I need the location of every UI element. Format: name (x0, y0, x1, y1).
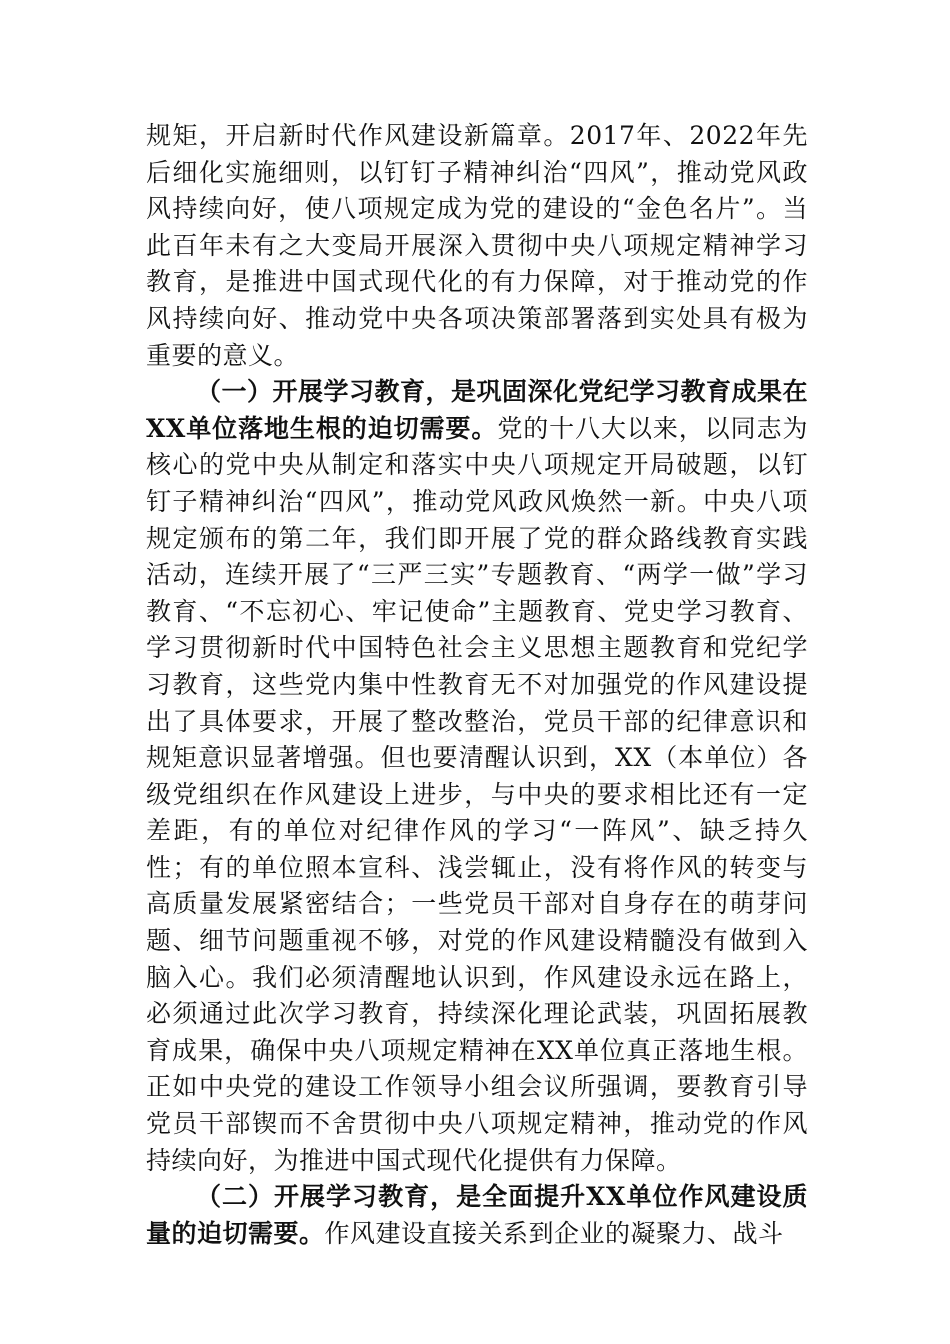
section-one-body: 党的十八大以来，以同志为核心的党中央从制定和落实中央八项规定开局破题，以钉钉子精神纠治“四风”，推动党风政风焕然一新。中央八项规定颁布的第二年，我们即开展了党的群众路线教育实践活动，连续开展了“三严三实”专题教育、“两学一做”学习教育、“不忘初心、牢记使命”主题教育、党史学习教育、学习贯彻新时代中国特色社会主义思想主题教育和党纪学习教育，这些党内集中性教育无不对加强党的作风建设提出了具体要求，开展了整改整治，党员干部的纪律意识和规矩意识显著增强。但也要清醒认识到，XX（本单位）各级党组织在作风建设上进步，与中央的要求相比还有一定差距，有的单位对纪律作风的学习“一阵风”、缺乏持久性；有的单位照本宣科、浅尝辄止，没有将作风的转变与高质量发展紧密结合；一些党员干部对自身存在的萌芽问题、细节问题重视不够，对党的作风建设精髓没有做到入脑入心。我们必须清醒地认识到，作风建设永远在路上，必须通过此次学习教育，持续深化理论武装，巩固拓展教育成果，确保中央八项规定精神在XX单位真正落地生根。正如中央党的建设工作领导小组会议所强调，要教育引导党员干部锲而不舍贯彻中央八项规定精神，推动党的作风持续向好，为推进中国式现代化提供有力保障。 (146, 413, 808, 1175)
document-page (146, 118, 808, 1252)
paragraph-intro-text: 规矩，开启新时代作风建设新篇章。2017年、2022年先后细化实施细则，以钉钉子精神纠治“四风”，推动党风政风持续向好，使八项规定成为党的建设的“金色名片”。当此百年未有之大变局开展深入贯彻中央八项规定精神学习教育，是推进中国式现代化的有力保障，对于推动党的作风持续向好、推动党中央各项决策部署落到实处具有极为重要的意义。 (146, 121, 808, 370)
section-two-heading: （二）开展学习教育，是全面提升XX单位作风建设质量的迫切需要。 (146, 1182, 808, 1248)
paragraph-intro (146, 118, 808, 374)
section-one-heading: （一）开展学习教育，是巩固深化党纪学习教育成果在XX单位落地生根的迫切需要。 (146, 377, 809, 443)
section-two-body: 作风建设直接关系到企业的凝聚力、战斗 (324, 1218, 784, 1248)
paragraph-section-two (146, 1179, 808, 1252)
paragraph-section-one (146, 374, 808, 1179)
